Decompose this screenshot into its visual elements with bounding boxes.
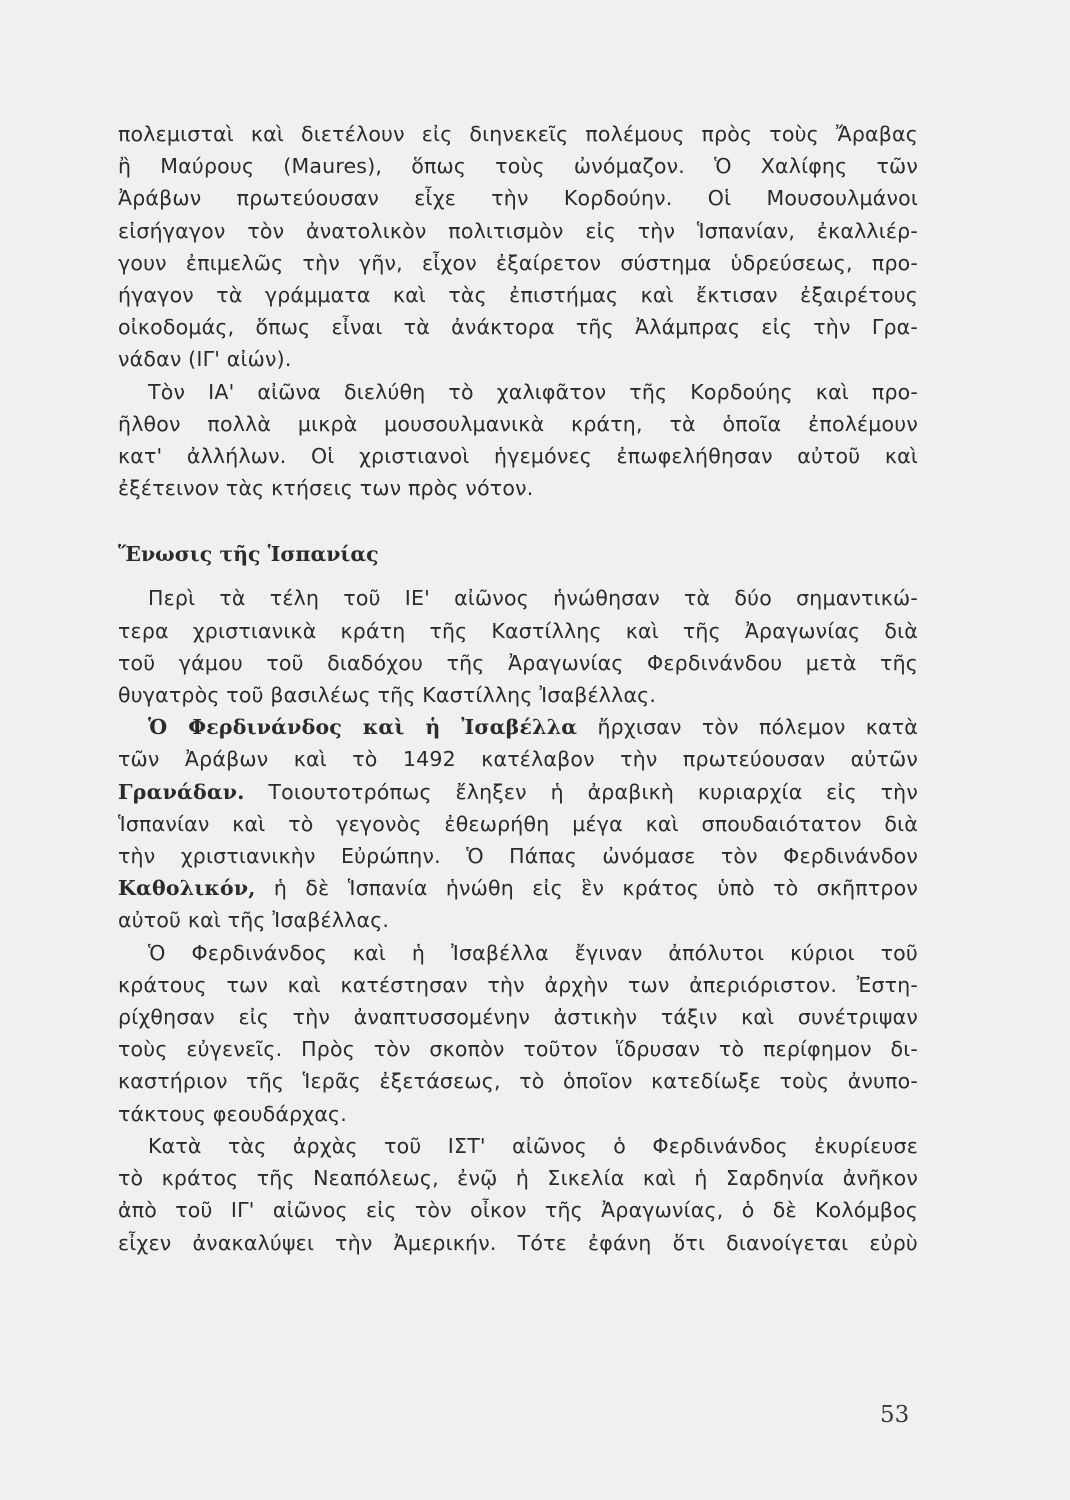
text-line: ῆλθον πολλὰ μικρὰ μουσουλμανικὰ κράτη, τὰ ὁποῖα ἐπολέμουν xyxy=(118,411,918,436)
text-line: τῶν Ἀράβων καὶ τὸ 1492 κατέλαβον τὴν πρωτεύουσαν αὐτῶν xyxy=(118,747,918,772)
text-line: τοὺς εὐγενεῖς. Πρὸς τὸν σκοπὸν τοῦτον ἵδρυσαν τὸ περίφημον δι- xyxy=(118,1037,918,1062)
text-fragment: ἤρχισαν τὸν πόλεμον κατὰ xyxy=(577,715,918,740)
text-line: τὸ κράτος τῆς Νεαπόλεως, ἐνῷ ἡ Σικελία καὶ ἡ Σαρδηνία ἀνῆκον xyxy=(118,1166,918,1191)
text-line xyxy=(118,711,918,743)
bold-phrase: Ὁ Φερδινάνδος καὶ ἡ Ἰσαβέλλα xyxy=(148,715,578,740)
text-line: ἐξέτεινον τὰς κτήσεις των πρὸς νότον. xyxy=(118,476,534,501)
text-line: ρίχθησαν εἰς τὴν ἀναπτυσσομένην ἀστικὴν τάξιν καὶ συνέτριψαν xyxy=(118,1005,918,1030)
text-line: Ἱσπανίαν καὶ τὸ γεγονὸς ἐθεωρήθη μέγα καὶ σπουδαιότατον διὰ xyxy=(118,811,918,836)
paragraph-5 xyxy=(118,937,918,1130)
text-line: θυγατρὸς τοῦ βασιλέως τῆς Καστίλλης Ἰσαβέλλας. xyxy=(118,683,657,708)
text-line: αὐτοῦ καὶ τῆς Ἰσαβέλλας. xyxy=(118,908,390,933)
text-line: τάκτους φεουδάρχας. xyxy=(118,1101,348,1126)
body-text xyxy=(118,118,918,1259)
text-line: νάδαν (ΙΓ' αἰών). xyxy=(118,347,292,372)
page-number: 53 xyxy=(880,1402,910,1428)
text-line: Περὶ τὰ τέλη τοῦ ΙΕ' αἰῶνος ἡνώθησαν τὰ δύο σημαντικώ- xyxy=(148,586,918,611)
text-line: ήγαγον τὰ γράμματα καὶ τὰς ἐπιστήμας καὶ ἔκτισαν ἐξαιρέτους xyxy=(118,283,918,308)
bold-phrase: Γρανάδαν. xyxy=(118,779,245,804)
text-line: ἢ Μαύρους (Maures), ὅπως τοὺς ὠνόμαζον. Ὁ Χαλίφης τῶν xyxy=(118,154,918,179)
text-line: κράτους των καὶ κατέστησαν τὴν ἀρχὴν των ἀπεριόριστον. Ἐστη- xyxy=(118,972,918,997)
text-line: γουν ἐπιμελῶς τὴν γῆν, εἶχον ἐξαίρετον σύστημα ὑδρεύσεως, προ- xyxy=(118,250,918,275)
paragraph-3 xyxy=(118,582,918,711)
text-line: Ὁ Φερδινάνδος καὶ ἡ Ἰσαβέλλα ἔγιναν ἀπόλυτοι κύριοι τοῦ xyxy=(148,940,918,965)
bold-phrase: Καθολικόν, xyxy=(118,876,256,901)
text-line: Κατὰ τὰς ἀρχὰς τοῦ ΙΣΤ' αἰῶνος ὁ Φερδινάνδος ἐκυρίευσε xyxy=(148,1133,918,1158)
paragraph-2 xyxy=(118,376,918,505)
text-line: τερα χριστιανικὰ κράτη τῆς Καστίλλης καὶ τῆς Ἀραγωνίας διὰ xyxy=(118,618,918,643)
text-fragment: ἡ δὲ Ἱσπανία ἡνώθη εἰς ἓν κράτος ὑπὸ τὸ σκῆπτρον xyxy=(255,876,918,901)
text-line: πολεμισταὶ καὶ διετέλουν εἰς διηνεκεῖς πολέμους πρὸς τοὺς Ἄραβας xyxy=(118,122,918,146)
text-line xyxy=(118,872,918,904)
text-line: κατ' ἀλλήλων. Οἱ χριστιανοὶ ἡγεμόνες ἐπωφελήθησαν αὐτοῦ καὶ xyxy=(118,444,918,469)
text-line xyxy=(118,776,918,808)
text-line: εἰσήγαγον τὸν ἀνατολικὸν πολιτισμὸν εἰς τὴν Ἱσπανίαν, ἐκαλλιέρ- xyxy=(118,218,918,243)
paragraph-4 xyxy=(118,711,918,936)
text-line: οἰκοδομάς, ὅπως εἶναι τὰ ἀνάκτορα τῆς Ἀλάμπρας εἰς τὴν Γρα- xyxy=(118,315,918,340)
text-line: ἀπὸ τοῦ ΙΓ' αἰῶνος εἰς τὸν οἶκον τῆς Ἀραγωνίας, ὁ δὲ Κολόμβος xyxy=(118,1198,918,1223)
section-heading: Ἕνωσις τῆς Ἱσπανίας xyxy=(118,542,379,567)
paragraph-1 xyxy=(118,118,918,376)
text-line: Ἀράβων πρωτεύουσαν εἶχε τὴν Κορδούην. Οἱ Μουσουλμάνοι xyxy=(118,186,918,211)
text-fragment: Τοιουτοτρόπως ἔληξεν ἡ ἀραβικὴ κυριαρχία εἰς τὴν xyxy=(244,779,918,804)
paragraph-6 xyxy=(118,1130,918,1259)
text-line: τοῦ γάμου τοῦ διαδόχου τῆς Ἀραγωνίας Φερδινάνδου μετὰ τῆς xyxy=(118,650,918,675)
text-line: καστήριον τῆς Ἱερᾶς ἐξετάσεως, τὸ ὁποῖον κατεδίωξε τοὺς ἀνυπο- xyxy=(118,1069,918,1094)
text-line: τὴν χριστιανικὴν Εὐρώπην. Ὁ Πάπας ὠνόμασε τὸν Φερδινάνδον xyxy=(118,844,918,869)
text-line: Τὸν ΙΑ' αἰῶνα διελύθη τὸ χαλιφᾶτον τῆς Κορδούης καὶ προ- xyxy=(148,379,918,404)
text-line: εἶχεν ἀνακαλύψει τὴν Ἀμερικήν. Τότε ἐφάνη ὅτι διανοίγεται εὐρὺ xyxy=(118,1230,918,1255)
